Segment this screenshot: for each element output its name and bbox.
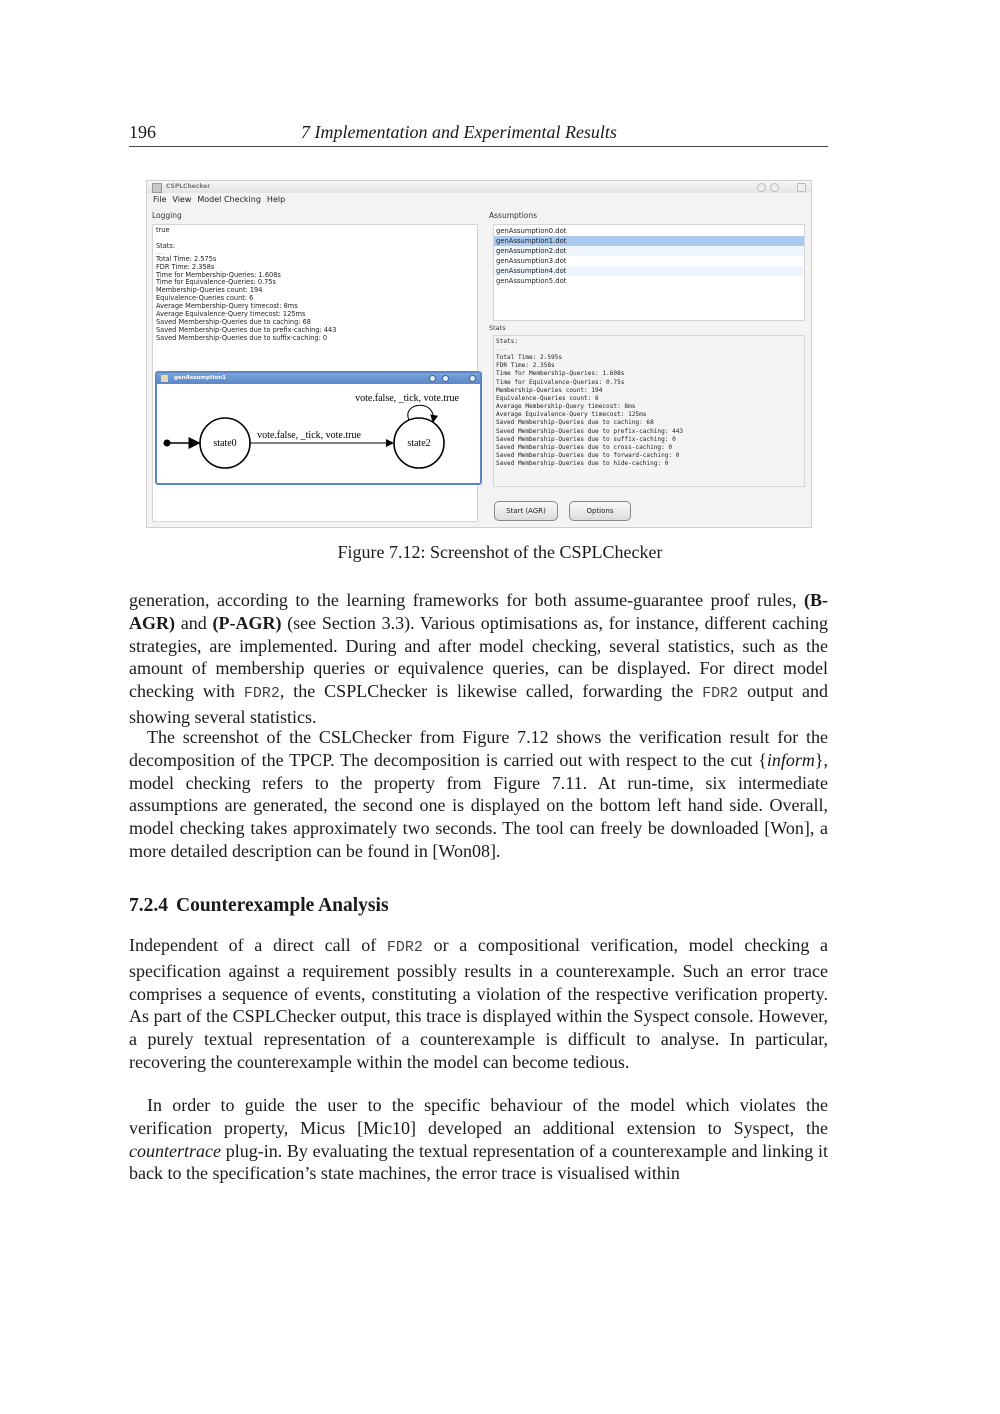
text: plug-in. By evaluating the textual representation of a counterexample and linking it back to the specification’s state machines, the error trace is visualised within [129, 1140, 828, 1184]
log-line: Membership-Queries count: 194 [156, 286, 263, 295]
stats-line: Total Time: 2.595s [496, 354, 563, 362]
close-icon[interactable] [469, 375, 476, 382]
running-head [129, 120, 828, 147]
rule-p-agr: (P-AGR) [212, 612, 282, 633]
menu-help[interactable]: Help [266, 195, 286, 204]
code-fdr2: FDR2 [702, 685, 739, 703]
text: generation, according to the learning frameworks for both assume-guarantee proof rules, [129, 590, 804, 610]
text: , the CSPLChecker is likewise called, forwarding the [279, 681, 703, 702]
list-item[interactable]: genAssumption4.dot [494, 266, 804, 276]
app-icon [152, 183, 162, 193]
stats-line: Equivalence-Queries count: 6 [496, 394, 599, 402]
log-line [156, 235, 474, 243]
log-line: Time for Equivalence-Queries: 0.75s [156, 278, 276, 287]
log-line: Stats: [156, 241, 176, 250]
stats-line: Time for Equivalence-Queries: 0.75s [496, 378, 625, 386]
menu-model-checking[interactable]: Model Checking [197, 195, 261, 204]
close-icon[interactable] [797, 183, 806, 192]
stats-label: Stats [489, 324, 506, 332]
paragraph [129, 589, 828, 729]
state-machine-graph [157, 384, 480, 483]
options-button[interactable]: Options [569, 501, 631, 521]
stats-panel[interactable] [493, 335, 805, 487]
window-titlebar [147, 181, 811, 193]
stats-line: Saved Membership-Queries due to hide-caching: 0 [496, 460, 669, 468]
logging-label: Logging [152, 211, 182, 220]
paragraph [129, 934, 828, 1074]
text: In order to guide the user to the specific behaviour of the model which violates the verification property, Micus [Mic10] developed an additional extension to Syspect, the [129, 1095, 828, 1138]
text: or a compositional verification, model checking a specification against a requirement possibly results in a counterexample. Such an error trace comprises a sequence of events, constituting a violation of the respective verification property. As part of the CSPLChecker output, this trace is displayed within the Syspect console. However, a purely textual representation of a counterexample is difficult to analyse. In particular, recovering the counterexample within the model can become tedious. [129, 935, 828, 1072]
list-item-selected[interactable]: genAssumption1.dot [494, 236, 804, 246]
assumptions-label: Assumptions [489, 211, 538, 220]
stats-line: Saved Membership-Queries due to caching: 68 [496, 419, 654, 427]
text: }, model checking refers to the property from Figure 7.11. At run-time, six intermediate assumptions are generated, the second one is displayed on the bottom left hand side. Overall, model checking takes approximately two seconds. The tool can freely be downloaded [Won], a more detailed description can be found in [Won08]. [129, 749, 828, 861]
code-fdr2: FDR2 [386, 939, 423, 956]
stats-line: ----- [496, 347, 509, 353]
chapter-title: 7 Implementation and Experimental Results [301, 122, 617, 142]
section-number: 7.2.4 [129, 895, 168, 916]
stats-line: FDR Time: 2.358s [496, 362, 555, 370]
graph-window-titlebar[interactable] [157, 373, 480, 384]
maximize-icon[interactable] [442, 375, 449, 382]
stats-line: Saved Membership-Queries due to suffix-caching: 0 [496, 435, 676, 443]
graph-window-genassumption1[interactable] [155, 371, 482, 485]
stats-line: Saved Membership-Queries due to forward-caching: 0 [496, 452, 680, 460]
emphasis: inform [766, 749, 815, 770]
menu-view[interactable]: View [172, 195, 192, 204]
text: The screenshot of the CSLChecker from Figure 7.12 shows the verification result for the decomposition of the TPCP. The decomposition is carried out with respect to the cut { [129, 727, 828, 770]
text: Independent of a direct call of [129, 935, 387, 955]
menubar [147, 193, 811, 206]
emphasis: countertrace [129, 1140, 221, 1161]
text: output and showing several statistics. [129, 681, 828, 727]
log-line: FDR Time: 2.358s [156, 262, 215, 271]
svg-text:state0: state0 [213, 438, 237, 449]
maximize-icon[interactable] [770, 183, 779, 192]
menu-file[interactable]: File [153, 195, 167, 204]
log-line: Equivalence-Queries count: 6 [156, 294, 254, 303]
page-number: 196 [129, 122, 156, 142]
minimize-icon[interactable] [757, 183, 766, 192]
svg-text:vote.false, _tick, vote.true: vote.false, _tick, vote.true [355, 393, 459, 404]
list-item[interactable]: genAssumption5.dot [496, 277, 567, 285]
text: (see Section 3.3). Various optimisations as, for instance, different caching strategies, are implemented. During and after model checking, several statistics, such as the amount of membership queries or equivalence queries, can be displayed. For direct model checking with [129, 612, 828, 702]
section-title: Counterexample Analysis [176, 895, 389, 916]
log-line: Saved Membership-Queries due to suffix-caching: 0 [156, 333, 328, 342]
stats-line: Stats: [496, 338, 519, 345]
text: and [175, 612, 213, 633]
log-line: Time for Membership-Queries: 1.608s [156, 270, 281, 279]
log-line: Saved Membership-Queries due to prefix-caching: 443 [156, 325, 337, 334]
stats-line: Average Equivalence-Query timecost: 125ms [496, 411, 647, 419]
list-item[interactable]: genAssumption0.dot [496, 227, 567, 235]
list-item[interactable]: genAssumption2.dot [494, 246, 804, 256]
graph-window-title: genAssumption1 [174, 375, 227, 381]
figure-caption: Figure 7.12: Screenshot of the CSPLChecker [337, 542, 663, 562]
svg-text:vote.false, _tick, vote.true: vote.false, _tick, vote.true [257, 430, 361, 441]
minimize-icon[interactable] [429, 375, 436, 382]
svg-text:state2: state2 [407, 438, 431, 449]
stats-line: Saved Membership-Queries due to prefix-caching: 443 [496, 427, 684, 435]
graph-window-icon [161, 375, 168, 382]
log-line: true [156, 226, 170, 234]
paragraph [129, 726, 828, 863]
window-title: CSPLChecker [166, 183, 211, 190]
stats-line: Membership-Queries count: 194 [496, 386, 603, 394]
list-item[interactable]: genAssumption3.dot [496, 257, 567, 265]
stats-line: Average Membership-Query timecost: 8ms [496, 403, 636, 411]
csplchecker-window [146, 180, 812, 528]
start-agr-button[interactable]: Start (AGR) [494, 501, 558, 521]
paragraph [129, 1094, 828, 1185]
log-line: Average Equivalence-Query timecost: 125ms [156, 310, 306, 319]
rule-b-agr: (B-AGR) [129, 590, 828, 633]
log-line: ----- [156, 250, 164, 256]
log-line: Average Membership-Query timecost: 8ms [156, 302, 298, 311]
assumptions-list[interactable] [493, 224, 805, 321]
section-heading [129, 895, 389, 917]
stats-line: Saved Membership-Queries due to cross-caching: 0 [496, 443, 673, 451]
log-line: Total Time: 2.575s [156, 254, 217, 263]
code-fdr2: FDR2 [243, 685, 280, 703]
log-line: Saved Membership-Queries due to caching: 68 [156, 317, 312, 326]
stats-line: Time for Membership-Queries: 1.608s [496, 370, 625, 378]
